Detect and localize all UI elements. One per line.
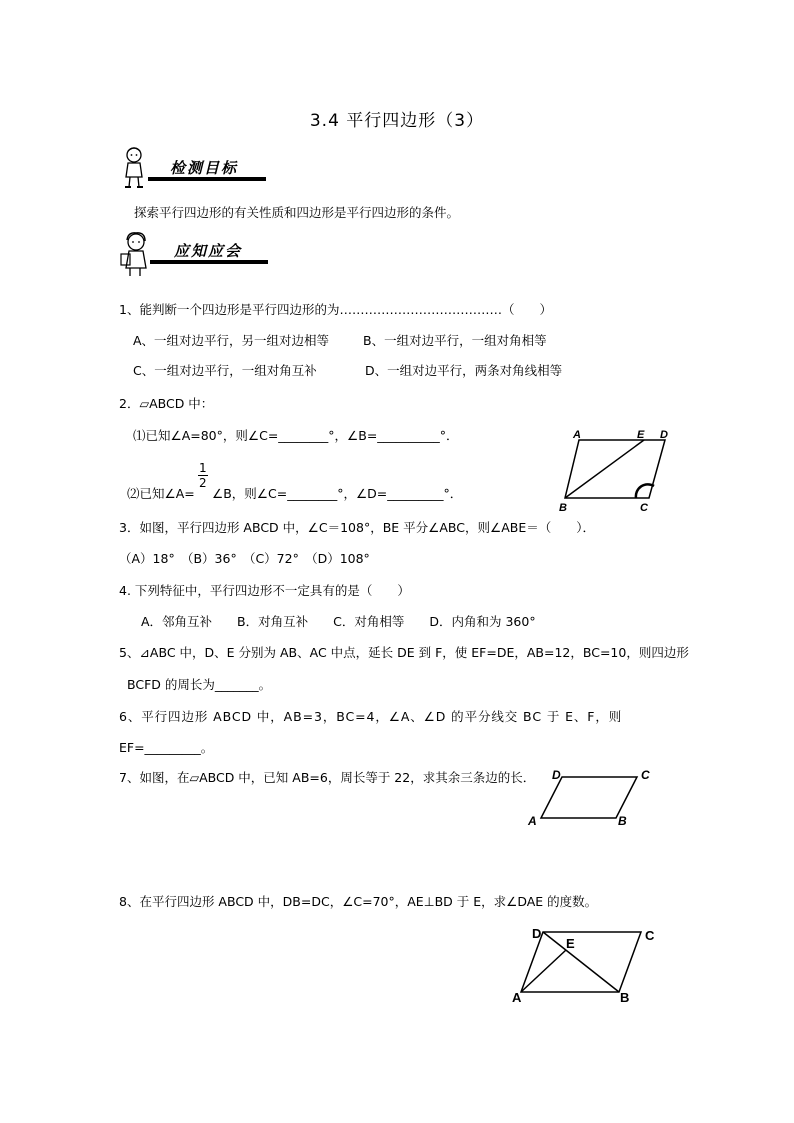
fig1-label-b: B — [559, 502, 567, 514]
q1-option-d: D、一组对边平行，两条对角线相等 — [365, 363, 563, 378]
q8-stem: 8、在平行四边形 ABCD 中，DB=DC，∠C=70°，AE⊥BD 于 E，求∠DAE 的度数。 — [119, 894, 598, 909]
fig3-label-e: E — [566, 936, 575, 951]
fig3-label-a: A — [512, 990, 522, 1005]
q7-stem: 7、如图，在▱ABCD 中，已知 AB=6，周长等于 22，求其余三条边的长． — [119, 770, 536, 785]
section-heading-goal: 检测目标 — [170, 159, 239, 177]
q5-line1: 5、⊿ABC 中，D、E 分别为 AB、AC 中点，延长 DE 到 F，使 EF=DE，AB=12，BC=10，则四边形 — [119, 645, 689, 660]
q6-line2: EF=_________。 — [119, 740, 214, 755]
q2-part2-prefix: ⑵已知∠A= — [127, 486, 195, 501]
figure-parallelogram-abed — [560, 426, 680, 516]
q2-part1: ⑴已知∠A=80°，则∠C=________°，∠B=__________°． — [133, 428, 459, 443]
section-heading-practice: 应知应会 — [174, 242, 243, 260]
fig1-label-d: D — [660, 429, 668, 441]
student-figure-icon — [118, 145, 152, 191]
figure-parallelogram-dae — [508, 922, 658, 1007]
q3-options: （A）18° （B）36° （C）72° （D）108° — [119, 551, 370, 566]
q2-stem: 2．▱ABCD 中： — [119, 396, 214, 411]
q5-line2: BCFD 的周长为_______。 — [127, 677, 272, 692]
fraction-denominator: 2 — [199, 476, 207, 490]
fig3-label-c: C — [645, 928, 655, 943]
figure-parallelogram-abcd — [526, 767, 661, 827]
fig2-label-c: C — [641, 768, 650, 782]
q1-stem: 1、能判断一个四边形是平行四边形的为…………………………………（ ） — [119, 302, 552, 317]
fig1-label-e: E — [637, 429, 645, 441]
goal-text: 探索平行四边形的有关性质和四边形是平行四边形的条件。 — [134, 205, 460, 220]
fig2-label-d: D — [552, 768, 561, 782]
q2-fraction — [198, 461, 208, 490]
page-title: 3.4 平行四边形（3） — [309, 111, 485, 131]
q2-part2-suffix: ∠B，则∠C=________°，∠D=_________°． — [212, 486, 463, 501]
q4-stem: 4. 下列特征中，平行四边形不一定具有的是（ ） — [119, 583, 410, 598]
q1-option-a: A、一组对边平行，另一组对边相等 — [133, 333, 330, 348]
section-badge-goal — [118, 145, 268, 190]
fraction-numerator: 1 — [199, 461, 207, 475]
q4-options: A．邻角互补 B．对角互补 C．对角相等 D．内角和为 360° — [141, 614, 536, 629]
fig3-label-b: B — [620, 990, 630, 1005]
fig2-label-a: A — [528, 814, 537, 828]
q3-stem: 3．如图，平行四边形 ABCD 中，∠C＝108°，BE 平分∠ABC，则∠ABE＝（ ）． — [119, 520, 595, 535]
fig2-label-b: B — [618, 814, 627, 828]
q1-option-b: B、一组对边平行，一组对角相等 — [363, 333, 547, 348]
fig1-label-c: C — [640, 502, 648, 514]
fig3-label-d: D — [532, 926, 542, 941]
q6-line1: 6、平行四边形 ABCD 中，AB=3，BC=4，∠A、∠D 的平分线交 BC 于 E、F，则 — [119, 709, 623, 724]
q1-option-c: C、一组对边平行，一组对角互补 — [133, 363, 317, 378]
fig1-label-a: A — [573, 429, 581, 441]
girl-with-book-icon — [118, 230, 156, 278]
section-badge-practice — [118, 230, 273, 280]
